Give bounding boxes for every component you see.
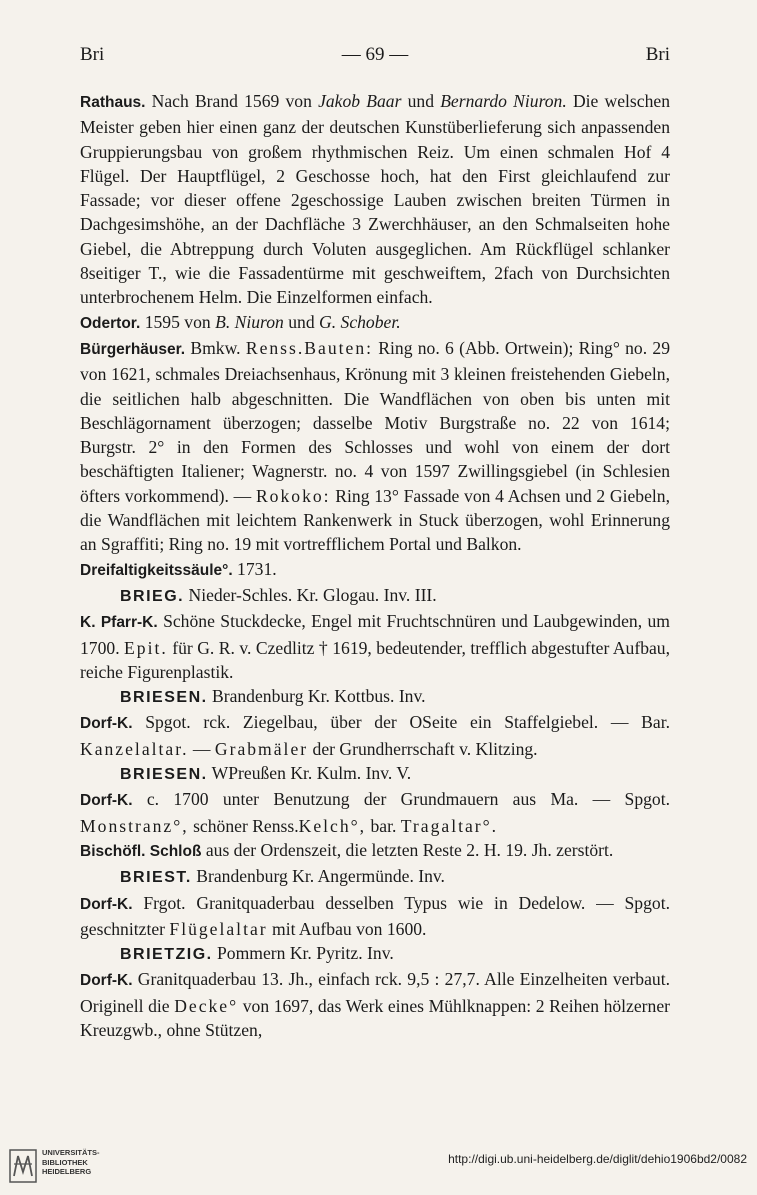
- spaced-term: Kelch°,: [298, 815, 367, 836]
- spaced-term: Kanzelaltar.: [80, 738, 189, 759]
- town-name: BRIEST.: [120, 869, 192, 887]
- spaced-term: Rokoko:: [255, 485, 331, 506]
- spaced-term: Tragaltar°.: [400, 815, 499, 836]
- town-name: BRIESEN.: [120, 689, 208, 707]
- entry-pfarrkirche: [80, 609, 670, 684]
- library-name-line: HEIDELBERG: [42, 1167, 92, 1176]
- entry-text: 1731.: [232, 558, 277, 579]
- entry-text: Frgot. Granitquaderbau desselben Typus wie in Dedelow. — Spgot. geschnitzter: [80, 892, 670, 939]
- entry-text: von 1697, das Werk eines Mühlknappen: 2 Reihen hölzerner Kreuzgwb., ohne Stützen,: [80, 995, 670, 1040]
- entry-heading: Odertor.: [80, 314, 141, 332]
- entry-text: der Grundherrschaft v. Klitzing.: [308, 738, 538, 759]
- entry-heading: K. Pfarr-K.: [80, 614, 158, 632]
- source-url[interactable]: http://digi.ub.uni-heidelberg.de/diglit/dehio1906bd2/0082: [448, 1152, 747, 1166]
- entry-bischoefl-schloss: [80, 838, 670, 864]
- entry-text: Ring 13° Fassade von 4 Achsen und 2 Giebeln, die Wandflächen mit leichtem Rankenwerk in Stuck überzogen, wohl Erinnerung an Sgraffiti; Ring no. 19 mit vortrefflichem Portal und Balkon.: [80, 485, 670, 555]
- entry-heading: Rathaus.: [80, 94, 146, 111]
- town-briesen-wpreussen: [80, 761, 670, 787]
- entry-heading: Bischöfl. Schloß: [80, 842, 202, 860]
- entry-text: Bmkw.: [185, 337, 246, 358]
- spaced-term: Decke°: [174, 995, 239, 1016]
- library-name: [42, 1148, 100, 1177]
- entry-odertor: [80, 310, 670, 336]
- spaced-term: Renss.Bauten:: [245, 337, 373, 358]
- library-name-line: UNIVERSITÄTS-: [42, 1148, 100, 1157]
- artist-name: Bernardo Niuron.: [440, 91, 567, 111]
- town-info: Pommern Kr. Pyritz. Inv.: [212, 943, 394, 964]
- spaced-term: Epit.: [124, 637, 168, 658]
- town-info: WPreußen Kr. Kulm. Inv. V.: [207, 763, 412, 784]
- entry-dorfkirche-brietzig: [80, 967, 670, 1042]
- entry-heading: Bürgerhäuser.: [80, 340, 186, 358]
- entry-heading: Dorf-K.: [80, 792, 133, 810]
- entry-dorfkirche-briesen-kulm: [80, 787, 670, 838]
- entry-text: Granitquaderbau 13. Jh., einfach rck. 9,5 : 27,7. Alle Einzelheiten verbaut. Originell die: [80, 969, 670, 1016]
- entry-heading: Dorf-K.: [80, 972, 133, 990]
- entry-text: aus der Ordenszeit, die letzten Reste 2. H. 19. Jh. zerstört.: [201, 839, 614, 860]
- entry-text: schöner Renss.: [188, 815, 299, 836]
- spaced-term: Flügelaltar: [169, 918, 268, 939]
- page-number: — 69 —: [341, 44, 409, 65]
- entry-dorfkirche-briesen: [80, 710, 670, 761]
- entry-heading: Dorf-K.: [80, 715, 133, 733]
- entry-heading: Dorf-K.: [80, 895, 133, 913]
- town-info: Brandenburg Kr. Angermünde. Inv.: [191, 866, 445, 887]
- header-left: Bri: [80, 44, 105, 65]
- entry-text: Schöne Stuckdecke, Engel mit Fruchtschnüren und Laubgewinden, um 1700.: [80, 611, 670, 658]
- library-logo-icon: [8, 1146, 38, 1186]
- entry-text: und: [401, 91, 441, 111]
- town-name: BRIETZIG.: [120, 946, 213, 964]
- entry-text: Nach Brand 1569 von: [145, 91, 319, 111]
- town-info: Brandenburg Kr. Kottbus. Inv.: [207, 686, 426, 707]
- entry-dorfkirche-briest: [80, 891, 670, 942]
- entry-dreifaltigkeitssaeule: [80, 557, 670, 583]
- entry-text: Ring no. 6 (Abb. Ortwein); Ring° no. 29 von 1621, schmales Dreiachsenhaus, Krönung mit 3 kleinen freistehenden Giebeln, die seitlichen halb abgeschnitten. Die Wandflächen von oben bis unten mit Beschlägornament überzogen; dasselbe Motiv Burgstraße no. 22 von 1614; Burgstr. 2° in den Formen des Schlosses und wohl von einem der dort beschäftigten Italiener; Wagnerstr. no. 4 von 1597 Zwillingsgiebel (in Schlesien öfters vorkommend). —: [80, 337, 670, 506]
- header-right: Bri: [645, 44, 670, 65]
- digitization-footer: [0, 1142, 757, 1195]
- page-body: [80, 89, 670, 1042]
- entry-buergerhaeuser: [80, 336, 670, 557]
- entry-rathaus: [80, 89, 670, 310]
- spaced-term: Monstranz°,: [80, 815, 189, 836]
- town-brieg: [80, 583, 670, 609]
- spaced-term: Grabmäler: [214, 738, 309, 759]
- library-name-line: BIBLIOTHEK: [42, 1157, 88, 1167]
- entry-text: für G. R. v. Czedlitz † 1619, bedeutender, trefflich abgestufter Aufbau, reiche Figurenplastik.: [80, 637, 670, 682]
- entry-text: bar.: [366, 815, 401, 836]
- town-briesen-brandenburg: [80, 684, 670, 710]
- entry-text: und: [283, 311, 320, 332]
- town-name: BRIESEN.: [120, 766, 208, 784]
- town-info: Nieder-Schles. Kr. Glogau. Inv. III.: [184, 584, 437, 605]
- running-header: [80, 44, 670, 76]
- entry-text: 1595 von: [140, 311, 216, 332]
- entry-text: c. 1700 unter Benutzung der Grundmauern aus Ma. — Spgot.: [132, 789, 670, 810]
- artist-name: Jakob Baar: [318, 91, 402, 111]
- artist-name: B. Niuron: [215, 311, 284, 332]
- artist-name: G. Schober.: [319, 311, 401, 332]
- entry-text: mit Aufbau von 1600.: [267, 918, 427, 939]
- entry-heading: Dreifaltigkeitssäule°.: [80, 561, 233, 579]
- entry-text: —: [188, 738, 215, 759]
- town-briest: [80, 864, 670, 890]
- entry-text: Die welschen Meister geben hier einen ganz der deutschen Kunstüberlieferung sich anpassenden Gruppierungsbau von großem rhythmischen Reiz. Um einen schmalen Hof 4 Flügel. Der Hauptflügel, 2 Geschosse hoch, hat den First gleichlaufend zur Fassade; vor dieser offene 2geschossige Lauben zwischen breiten Türmen in Dachgesimshöhe, an der Dachfläche 3 Zwerchhäuser, an den Schmalseiten hohe Giebel, die Abtreppung durch Voluten ausgeglichen. Am Rückflügel schlanker 8seitiger T., wie die Fassadentürme mit geschweiftem, 2fach von Durchsichten unterbrochenem Helm. Die Einzelformen einfach.: [80, 91, 670, 308]
- town-name: BRIEG.: [120, 587, 185, 605]
- entry-text: Spgot. rck. Ziegelbau, über der OSeite ein Staffelgiebel. — Bar.: [132, 712, 670, 733]
- town-brietzig: [80, 941, 670, 967]
